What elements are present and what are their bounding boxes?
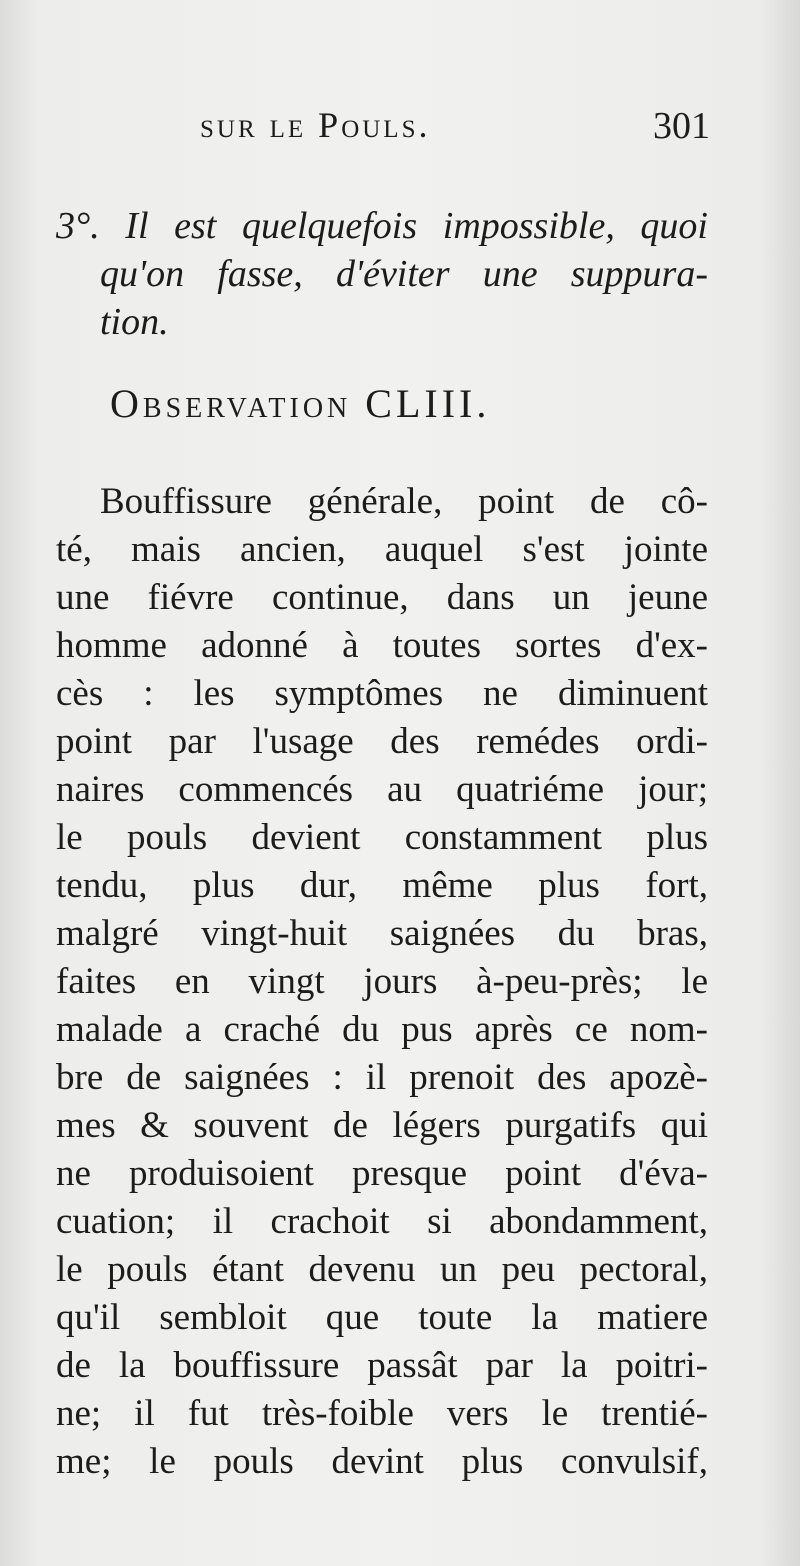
body-line: Bouffissure générale, point de cô-	[100, 481, 708, 522]
body-line: me; le pouls devint plus convulsif,	[56, 1441, 708, 1482]
body-line: ne; il fut très-foible vers le trentié-	[56, 1393, 708, 1434]
body-line: le pouls devient constamment plus	[56, 817, 708, 858]
body-line: cès : les symptômes ne diminuent	[56, 673, 708, 714]
running-head-title: sur le Pouls.	[200, 105, 431, 145]
body-line: ne produisoient presque point d'éva-	[56, 1153, 708, 1194]
body-line: cuation; il crachoit si abondamment,	[56, 1201, 708, 1242]
body-line: faites en vingt jours à-peu-près; le	[56, 961, 708, 1002]
body-line: malgré vingt-huit saignées du bras,	[56, 913, 708, 954]
note-line-2: qu'on fasse, d'éviter une suppura-	[100, 253, 708, 295]
note-line-3: tion.	[100, 301, 169, 343]
body-line: té, mais ancien, auquel s'est jointe	[56, 529, 708, 570]
body-line: bre de saignées : il prenoit des apozè-	[56, 1057, 708, 1098]
body-line: de la bouffissure passât par la poitri-	[56, 1345, 708, 1386]
body-line: mes & souvent de légers purgatifs qui	[56, 1105, 708, 1146]
body-line: le pouls étant devenu un peu pectoral,	[56, 1249, 708, 1290]
body-line: naires commencés au quatriéme jour;	[56, 769, 708, 810]
page-number: 301	[653, 105, 710, 147]
body-line: malade a craché du pus après ce nom-	[56, 1009, 708, 1050]
running-head	[200, 104, 710, 154]
body-line: tendu, plus dur, même plus fort,	[56, 865, 708, 906]
body-line: qu'il sembloit que toute la matiere	[56, 1297, 708, 1338]
note-line-1: 3°. Il est quelquefois impossible, quoi	[56, 205, 708, 247]
observation-heading: Observation CLIII.	[110, 381, 491, 426]
body-line: une fiévre continue, dans un jeune	[56, 577, 708, 618]
body-line: point par l'usage des remédes ordi-	[56, 721, 708, 762]
body-line: homme adonné à toutes sortes d'ex-	[56, 625, 708, 666]
